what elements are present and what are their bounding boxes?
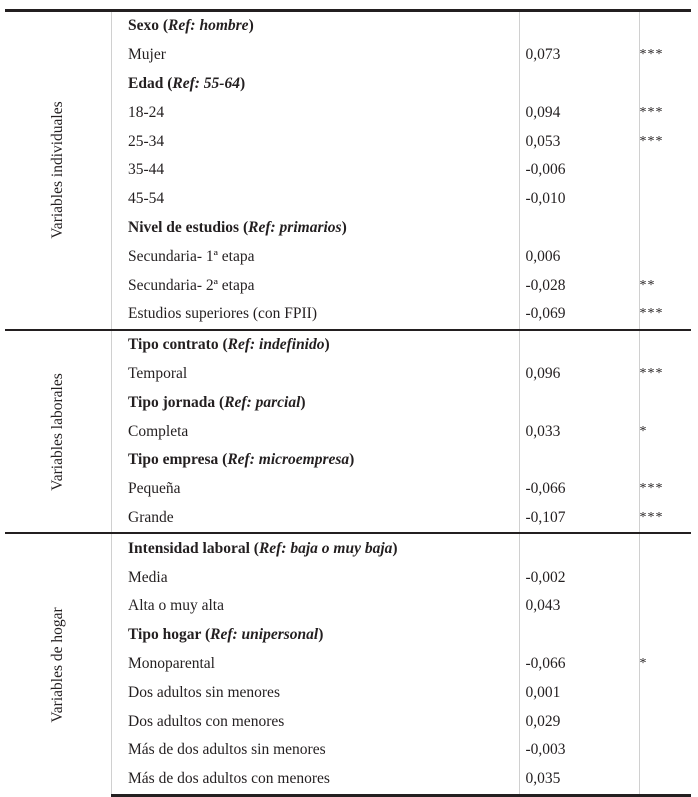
section-header-row (5, 330, 691, 360)
significance-stars (639, 533, 691, 563)
category-label: Completa (128, 422, 189, 440)
indent-spacer (111, 592, 124, 621)
group-label: Variables de hogar (48, 607, 66, 723)
coefficient-value: 0,073 (519, 41, 639, 70)
paren-close: ) (324, 336, 330, 354)
significance-stars: *** (639, 133, 664, 149)
significance-stars (639, 214, 691, 243)
significance-stars (639, 621, 691, 650)
reference-category: Ref: indefinido (227, 336, 325, 354)
significance-stars (639, 446, 691, 475)
category-label: Dos adultos sin menores (128, 683, 280, 701)
paren-open: ( (215, 393, 225, 411)
variable-header (124, 388, 519, 417)
variable-name: Tipo contrato (128, 336, 219, 354)
variable-name: Tipo hogar (128, 626, 202, 644)
paren-open: ( (159, 17, 169, 35)
indent-spacer (111, 678, 124, 707)
coefficient-value: -0,006 (519, 156, 639, 185)
category-label: Más de dos adultos con menores (124, 765, 519, 795)
coefficient-value: -0,066 (519, 475, 639, 504)
category-label: Mujer (128, 46, 166, 64)
variable-header (124, 214, 519, 243)
coefficient-value: -0,107 (519, 504, 639, 534)
variable-header (124, 330, 519, 360)
significance-stars (639, 765, 691, 795)
significance-stars: *** (639, 509, 664, 525)
coefficient-value: -0,028 (519, 271, 639, 300)
indent-spacer (111, 70, 124, 99)
coefficient-value: 0,001 (519, 678, 639, 707)
group-label-cell (5, 11, 111, 330)
paren-open: ( (163, 74, 173, 92)
paren-close: ) (318, 626, 324, 644)
significance-stars (639, 11, 691, 41)
regression-table (5, 9, 691, 797)
group-label: Variables laborales (48, 372, 66, 491)
paren-open: ( (239, 218, 249, 236)
indent-spacer (111, 41, 124, 70)
category-label: Media (128, 568, 168, 586)
coefficient-value (519, 330, 639, 360)
indent-spacer (111, 214, 124, 243)
coefficient-value: 0,006 (519, 242, 639, 271)
coefficient-value (519, 11, 639, 41)
indent-spacer (111, 271, 124, 300)
coefficient-value: 0,096 (519, 360, 639, 389)
section-header-row (5, 11, 691, 41)
category-label: Más de dos adultos sin menores (128, 741, 326, 759)
group-label-cell (5, 533, 111, 795)
significance-stars (639, 678, 691, 707)
variable-name: Intensidad laboral (128, 539, 250, 557)
indent-spacer (111, 417, 124, 446)
category-label: Secundaria- 2ª etapa (128, 276, 255, 294)
variable-name: Tipo jornada (128, 393, 216, 411)
paren-close: ) (392, 539, 398, 557)
group-label-cell (5, 330, 111, 534)
indent-spacer (111, 650, 124, 679)
coefficient-value: -0,069 (519, 300, 639, 330)
variable-header (124, 446, 519, 475)
indent-spacer (111, 388, 124, 417)
significance-stars (639, 388, 691, 417)
coefficient-value: -0,010 (519, 185, 639, 214)
reference-category: Ref: primarios (248, 218, 342, 236)
coefficient-value: -0,002 (519, 563, 639, 592)
significance-stars (639, 563, 691, 592)
significance-stars: * (639, 423, 648, 439)
coefficient-value (519, 214, 639, 243)
significance-stars: *** (639, 306, 664, 322)
significance-stars (639, 70, 691, 99)
variable-name: Tipo empresa (128, 451, 219, 469)
paren-close: ) (239, 74, 246, 92)
coefficient-value: 0,043 (519, 592, 639, 621)
significance-stars (639, 185, 691, 214)
variable-header (124, 70, 519, 99)
reference-category: Ref: hombre (168, 17, 249, 35)
variable-header (124, 621, 519, 650)
indent-spacer (111, 330, 124, 360)
paren-open: ( (201, 626, 211, 644)
paren-close: ) (349, 451, 355, 469)
variable-name: Nivel de estudios (128, 218, 240, 236)
variable-header (124, 11, 519, 41)
reference-category: Ref: 55-64 (172, 74, 240, 92)
indent-spacer (111, 446, 124, 475)
significance-stars (639, 330, 691, 360)
category-label: 45-54 (128, 190, 165, 208)
section-header-row (5, 533, 691, 563)
indent-spacer (111, 185, 124, 214)
coefficient-value (519, 388, 639, 417)
coefficient-value (519, 621, 639, 650)
indent-spacer (111, 621, 124, 650)
reference-category: Ref: microempresa (227, 451, 350, 469)
significance-stars (639, 242, 691, 271)
paren-open: ( (218, 336, 228, 354)
indent-spacer (111, 563, 124, 592)
coefficient-value: 0,029 (519, 707, 639, 736)
category-label: Pequeña (128, 480, 181, 498)
paren-open: ( (249, 539, 259, 557)
category-label: 25-34 (128, 132, 165, 150)
indent-spacer (111, 360, 124, 389)
group-label: Variables individuales (48, 101, 66, 240)
coefficient-value: 0,094 (519, 98, 639, 127)
coefficient-value: 0,035 (519, 765, 639, 795)
coefficient-value (519, 70, 639, 99)
significance-stars: *** (639, 481, 664, 497)
indent-spacer (111, 127, 124, 156)
indent-spacer (111, 504, 124, 534)
coefficient-value (519, 533, 639, 563)
significance-stars: * (639, 655, 648, 671)
category-label: Secundaria- 1ª etapa (128, 247, 255, 265)
significance-stars: ** (639, 277, 656, 293)
significance-stars: *** (639, 104, 664, 120)
coefficient-value: 0,053 (519, 127, 639, 156)
significance-stars (639, 707, 691, 736)
indent-spacer (111, 242, 124, 271)
paren-close: ) (300, 393, 306, 411)
coefficient-value: 0,033 (519, 417, 639, 446)
indent-spacer (111, 736, 124, 765)
paren-open: ( (218, 451, 228, 469)
category-label: Grande (128, 508, 174, 526)
category-label: Alta o muy alta (128, 597, 224, 615)
significance-stars (639, 736, 691, 765)
reference-category: Ref: parcial (224, 393, 301, 411)
paren-close: ) (341, 218, 347, 236)
indent-spacer (111, 11, 124, 41)
significance-stars: *** (639, 47, 664, 63)
reference-category: Ref: baja o muy baja (258, 539, 393, 557)
indent-spacer (111, 98, 124, 127)
indent-spacer (111, 300, 124, 330)
indent-spacer (111, 765, 124, 795)
indent-spacer (111, 475, 124, 504)
significance-stars (639, 156, 691, 185)
significance-stars: *** (639, 365, 664, 381)
indent-spacer (111, 707, 124, 736)
category-label: Dos adultos con menores (128, 712, 285, 730)
variable-name: Edad (128, 74, 164, 92)
variable-name: Sexo (128, 17, 159, 35)
category-label: 35-44 (128, 161, 165, 179)
coefficient-value (519, 446, 639, 475)
variable-header (124, 533, 519, 563)
reference-category: Ref: unipersonal (210, 626, 319, 644)
indent-spacer (111, 156, 124, 185)
significance-stars (639, 592, 691, 621)
coefficient-value: -0,066 (519, 650, 639, 679)
category-label: Temporal (128, 364, 188, 382)
paren-close: ) (248, 17, 254, 35)
coefficient-value: -0,003 (519, 736, 639, 765)
indent-spacer (111, 533, 124, 563)
category-label: Estudios superiores (con FPII) (128, 305, 317, 323)
category-label: 18-24 (128, 103, 165, 121)
category-label: Monoparental (128, 654, 215, 672)
